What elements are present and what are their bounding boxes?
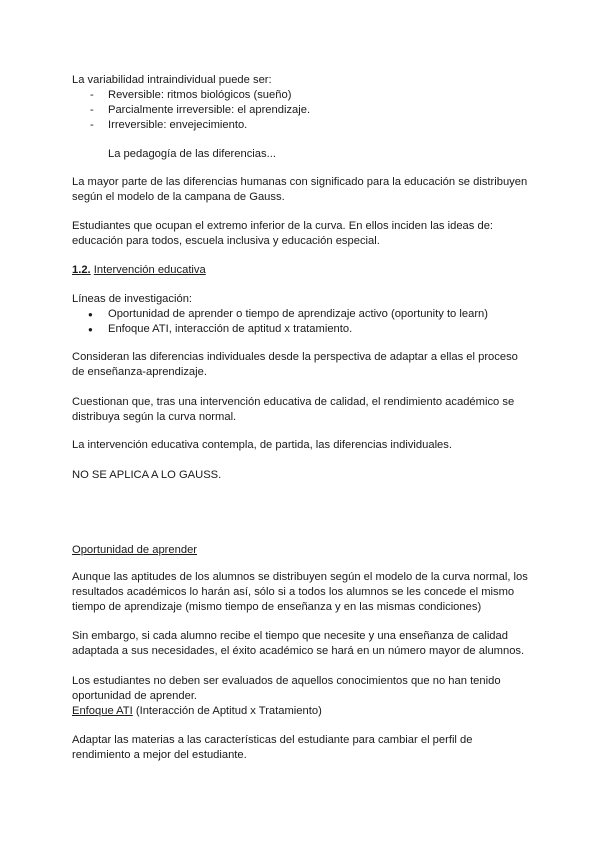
oportunidad-paragraph-2: Sin embargo, si cada alumno recibe el tiempo que necesite y una enseñanza de calidad adaptada a sus necesidades, el éxito académico se hará en un número mayor de alumnos. <box>72 630 525 657</box>
list-item: - Parcialmente irreversible: el aprendizaje. <box>72 103 532 118</box>
paragraph-cuestionan: Cuestionan que, tras una intervención educativa de calidad, el rendimiento académico se distribuya según la curva normal. <box>72 396 515 423</box>
intro-text: La variabilidad intraindividual puede ser: <box>72 74 272 86</box>
section-number: 1.2. <box>72 264 91 276</box>
enfoque-subtitle: (Interacción de Aptitud x Tratamiento) <box>132 705 322 717</box>
list-item: ● Enfoque ATI, interacción de aptitud x tratamiento. <box>72 322 532 337</box>
paragraph-gauss: La mayor parte de las diferencias humanas con significado para la educación se distribuyen según el modelo de la campana de Gauss. <box>72 176 528 203</box>
lineas-block <box>72 292 532 337</box>
oportunidad-heading: Oportunidad de aprender <box>72 544 198 556</box>
paragraph-contempla: La intervención educativa contempla, de partida, las diferencias individuales. <box>72 439 452 451</box>
oportunidad-paragraph-1: Aunque las aptitudes de los alumnos se distribuyen según el modelo de la curva normal, los resultados académicos lo harán así, sólo si a todos los alumnos se les concede el mismo tiempo de aprendizaje (mismo tiempo de enseñanza y en las mismas condiciones) <box>72 571 528 613</box>
section-heading <box>72 263 532 278</box>
paragraph-consideran: Consideran las diferencias individuales desde la perspectiva de adaptar a ellas el proceso de enseñanza-aprendizaje. <box>72 351 518 378</box>
lineas-label: Líneas de investigación: <box>72 293 193 305</box>
list-item: - Reversible: ritmos biológicos (sueño) <box>72 88 532 103</box>
no-gauss-note: NO SE APLICA A LO GAUSS. <box>72 469 222 481</box>
enfoque-heading: Enfoque ATI <box>72 705 133 717</box>
paragraph-extremo: Estudiantes que ocupan el extremo inferior de la curva. En ellos inciden las ideas de: educación para todos, escuela inclusiva y educación especial. <box>72 220 494 247</box>
lineas-list <box>72 307 532 337</box>
list-item: - Irreversible: envejecimiento. <box>72 118 532 133</box>
enfoque-heading-line <box>72 704 532 719</box>
intro-block <box>72 73 532 133</box>
oportunidad-paragraph-3: Los estudiantes no deben ser evaluados de aquellos conocimientos que no han tenido oportunidad de aprender. <box>72 675 501 702</box>
list-item: ● Oportunidad de aprender o tiempo de aprendizaje activo (oportunity to learn) <box>72 307 532 322</box>
variability-list <box>72 88 532 133</box>
enfoque-paragraph-1: Adaptar las materias a las características del estudiante para cambiar el perfil de rendimiento a mejor del estudiante. <box>72 734 473 761</box>
oportunidad-enfoque-block <box>72 674 532 719</box>
section-title: Intervención educativa <box>93 264 206 276</box>
pedagogy-line: La pedagogía de las diferencias... <box>108 148 276 160</box>
